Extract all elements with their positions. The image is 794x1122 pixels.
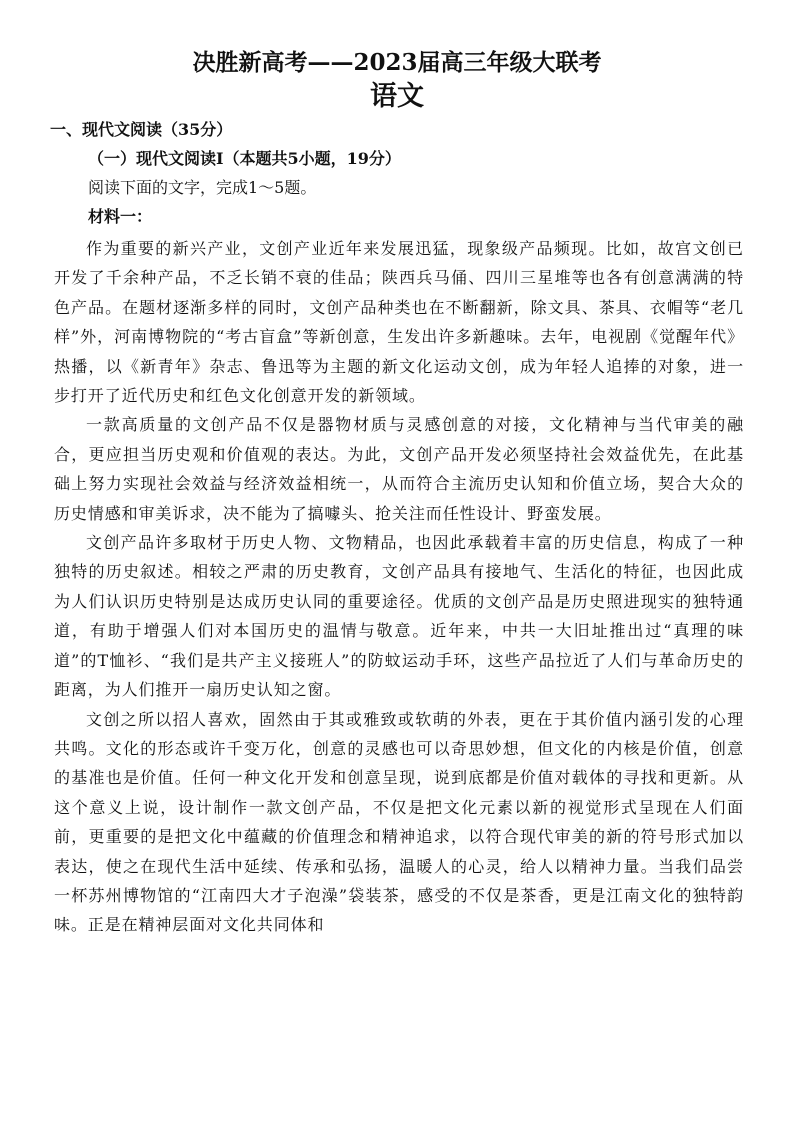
exam-title: 决胜新高考——2023届高三年级大联考 [192,49,602,76]
material-label: 材料一： [88,207,153,226]
paragraph-3: 文创产品许多取材于历史人物、文物精品，也因此承载着丰富的历史信息，构成了一种独特的历史叙述。相较之严肃的历史教育，文创产品具有接地气、生活化的特征，也因此成为人们认识历史特别是达成历史认同的重要途径。优质的文创产品是历史照进现实的独特通道，有助于增强人们对本国历史的温情与敬意。近年来，中共一大旧址推出过“真理的味道”的T恤衫、“我们是共产主义接班人”的防蚊运动手环，这些产品拉近了人们与革命历史的距离，为人们推开一扇历史认知之窗。 [54,533,744,700]
paragraph-1: 作为重要的新兴产业，文创产业近年来发展迅猛，现象级产品频现。比如，故宫文创已开发了千余种产品，不乏长销不衰的佳品；陕西兵马俑、四川三星堆等也各有创意满满的特色产品。在题材逐渐多样的同时，文创产品种类也在不断翻新，除文具、茶具、衣帽等“老几样”外，河南博物院的“考古盲盒”等新创意，生发出许多新趣味。去年，电视剧《觉醒年代》热播，以《新青年》杂志、鲁迅等为主题的新文化运动文创，成为年轻人追捧的对象，进一步打开了近代历史和红色文化创意开发的新领域。 [54,239,744,406]
paragraph-2: 一款高质量的文创产品不仅是器物材质与灵感创意的对接，文化精神与当代审美的融合，更应担当历史观和价值观的表达。为此，文创产品开发必须坚持社会效益优先，在此基础上努力实现社会效益与经济效益相统一，从而符合主流历史认知和价值立场，契合大众的历史情感和审美诉求，决不能为了搞噱头、抢关注而任性设计、野蛮发展。 [54,415,744,523]
instruction-text: 阅读下面的文字，完成1～5题。 [88,178,317,197]
section-heading: 一、现代文阅读（35分） [50,120,233,139]
passage-body [54,234,744,940]
subject-title: 语文 [370,81,424,112]
paragraph-4: 文创之所以招人喜欢，固然由于其或雅致或软萌的外表，更在于其价值内涵引发的心理共鸣。文化的形态或许千变万化，创意的灵感也可以奇思妙想，但文化的内核是价值，创意的基准也是价值。任何一种文化开发和创意呈现，说到底都是价值对载体的寻找和更新。从这个意义上说，设计制作一款文创产品，不仅是把文化元素以新的视觉形式呈现在人们面前，更重要的是把文化中蕴藏的价值理念和精神追求，以符合现代审美的新的符号形式加以表达，使之在现代生活中延续、传承和弘扬，温暖人的心灵，给人以精神力量。当我们品尝一杯苏州博物馆的“江南四大才子泡澡”袋装茶，感受的不仅是茶香，更是江南文化的独特韵味。正是在精神层面对文化共同体和 [54,709,744,935]
subsection-heading: （一）现代文阅读I（本题共5小题，19分） [88,149,401,168]
